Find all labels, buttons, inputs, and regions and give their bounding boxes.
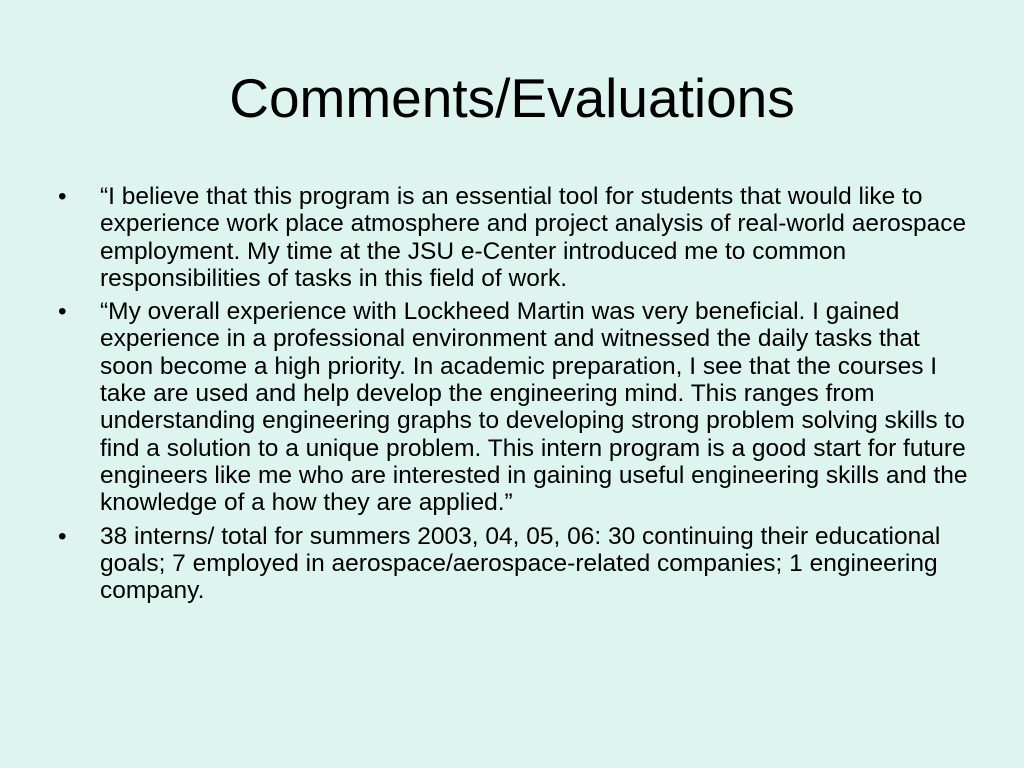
bullet-item bbox=[58, 523, 970, 605]
bullet-text: “I believe that this program is an essential tool for students that would like to experience work place atmosphere and project analysis of real-world aerospace employment. My time at the JSU e-Center introduced me to common responsibilities of tasks in this field of work. bbox=[100, 183, 967, 292]
slide-title: Comments/Evaluations bbox=[229, 67, 795, 129]
bullet-list bbox=[58, 183, 970, 610]
bullet-icon: • bbox=[58, 522, 67, 550]
bullet-text: 38 interns/ total for summers 2003, 04, 05, 06: 30 continuing their educational goals; 7 employed in aerospace/aerospace-related companies; 1 engineering company. bbox=[100, 522, 941, 605]
bullet-text: “My overall experience with Lockheed Martin was very beneficial. I gained experience in a professional environment and witnessed the daily tasks that soon become a high priority. In academic preparation, I see that the courses I take are used and help develop the engineering mind. This ranges from understanding engineering graphs to developing strong problem solving skills to find a solution to a unique problem. This intern program is a good start for future engineers like me who are interested in gaining useful engineering skills and the knowledge of a how they are applied.” bbox=[100, 298, 968, 517]
bullet-item bbox=[58, 183, 970, 292]
bullet-item bbox=[58, 298, 970, 516]
bullet-icon: • bbox=[58, 183, 67, 210]
bullet-icon: • bbox=[58, 298, 67, 326]
